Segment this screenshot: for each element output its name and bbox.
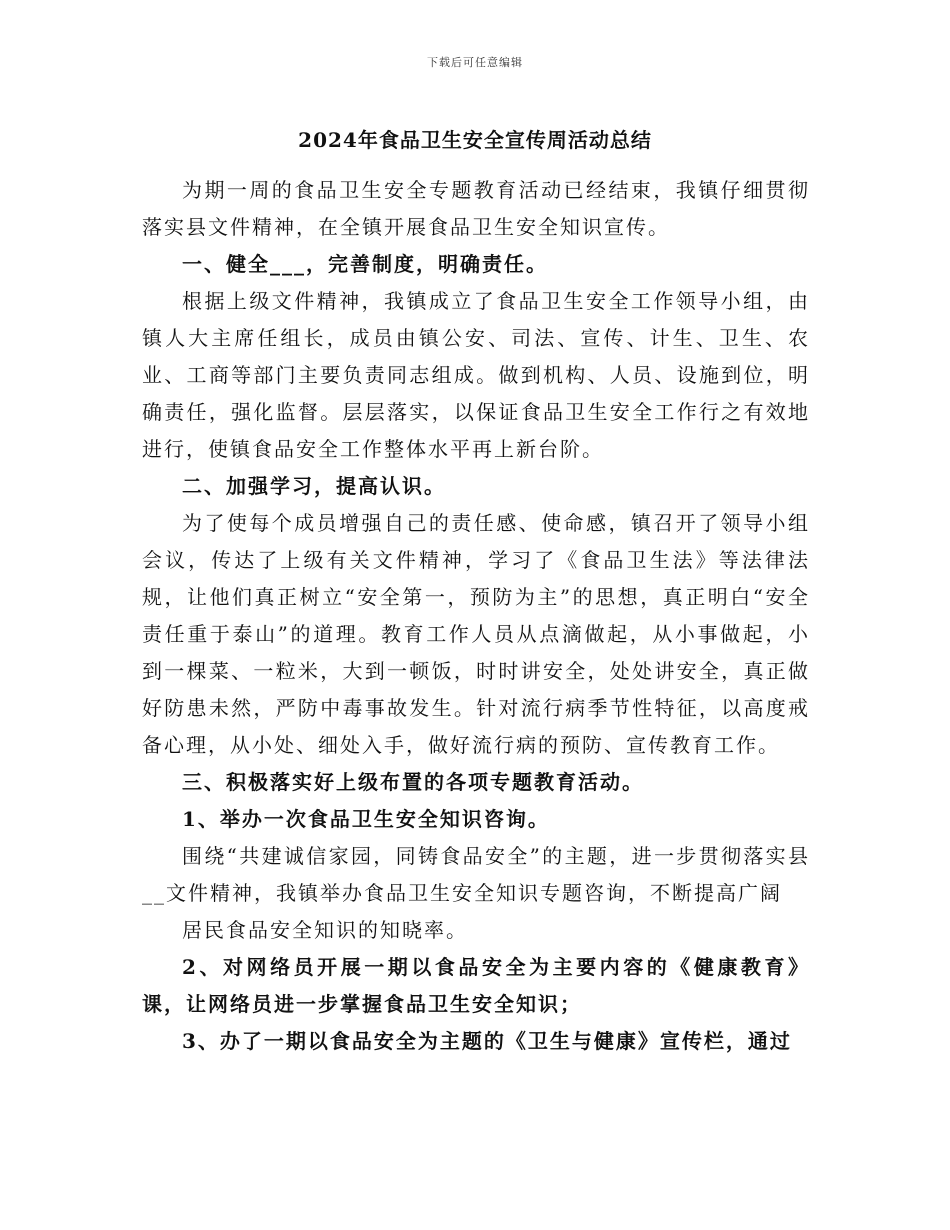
section-heading-1: 一、健全___，完善制度，明确责任。 <box>182 252 548 276</box>
document-title: 2024年食品卫生安全宣传周活动总结 <box>298 128 652 152</box>
document-body <box>142 172 810 1060</box>
section-heading-3: 三、积极落实好上级布置的各项专题教育活动。 <box>182 770 644 794</box>
subsection-paragraph-1-continued: 居民食品安全知识的知晓率。 <box>182 918 468 942</box>
section-paragraph-2: 为了使每个成员增强自己的责任感、使命感，镇召开了领导小组会议，传达了上级有关文件精神，学习了《食品卫生法》等法律法规，让他们真正树立“安全第一，预防为主”的思想，真正明白“安全责任重于泰山”的道理。教育工作人员从点滴做起，从小事做起，小到一棵菜、一粒米，大到一顿饭，时时讲安全，处处讲安全，真正做好防患未然，严防中毒事故发生。针对流行病季节性特征，以高度戒备心理，从小处、细处入手，做好流行病的预防、宣传教育工作。 <box>142 511 810 757</box>
subsection-item-3: 3、办了一期以食品安全为主题的《卫生与健康》宣传栏，通过 <box>182 1029 792 1053</box>
section-paragraph-1: 根据上级文件精神，我镇成立了食品卫生安全工作领导小组，由镇人大主席任组长，成员由镇公安、司法、宣传、计生、卫生、农业、工商等部门主要负责同志组成。做到机构、人员、设施到位，明确责任，强化监督。层层落实，以保证食品卫生安全工作行之有效地进行，使镇食品安全工作整体水平再上新台阶。 <box>142 289 810 461</box>
intro-paragraph: 为期一周的食品卫生安全专题教育活动已经结束，我镇仔细贯彻落实县文件精神，在全镇开展食品卫生安全知识宣传。 <box>142 178 810 239</box>
section-heading-2: 二、加强学习，提高认识。 <box>182 474 446 498</box>
subsection-item-2: 2、对网络员开展一期以食品安全为主要内容的《健康教育》课，让网络员进一步掌握食品卫生安全知识； <box>142 955 810 1016</box>
subsection-paragraph-1: 围绕“共建诚信家园，同铸食品安全”的主题，进一步贯彻落实县__文件精神，我镇举办食品卫生安全知识专题咨询，不断提高广阔 <box>142 844 810 905</box>
subsection-heading-1: 1、举办一次食品卫生安全知识咨询。 <box>182 807 550 831</box>
header-note: 下载后可任意编辑 <box>427 56 523 69</box>
